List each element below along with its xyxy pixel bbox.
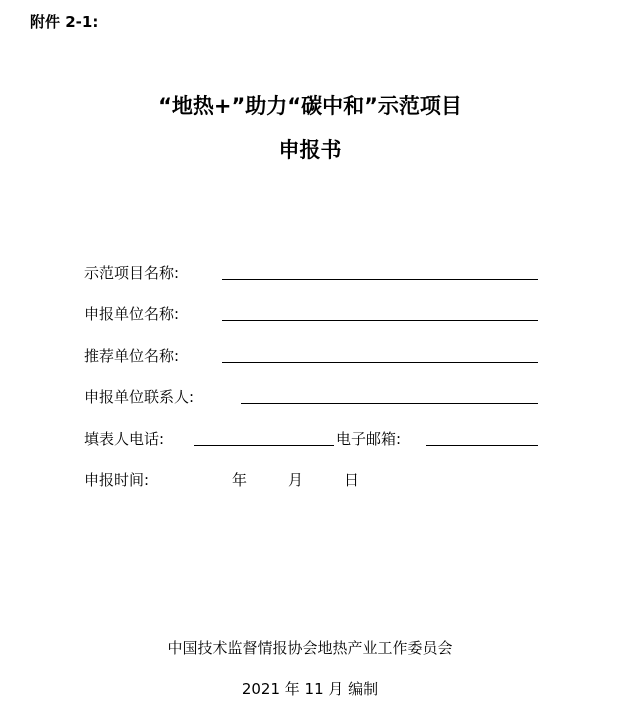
applicant-unit-label: 申报单位名称: — [84, 305, 180, 323]
contact-field[interactable] — [241, 403, 538, 404]
month-field[interactable]: 月 — [288, 471, 304, 489]
document-subtitle: 申报书 — [278, 138, 342, 162]
filler-phone-label: 填表人电话: — [84, 430, 165, 448]
year-field[interactable]: 年 — [232, 471, 248, 489]
recommending-unit-label: 推荐单位名称: — [84, 347, 180, 365]
issuing-organization: 中国技术监督情报协会地热产业工作委员会 — [167, 639, 453, 657]
issue-date: 2021 年 11 月 编制 — [241, 680, 379, 698]
email-label: 电子邮箱: — [336, 430, 402, 448]
document-title: “地热+”助力“碳中和”示范项目 — [158, 94, 462, 118]
contact-label: 申报单位联系人: — [84, 388, 195, 406]
attachment-label: 附件 2-1: — [30, 13, 99, 31]
applicant-unit-field[interactable] — [222, 320, 538, 321]
filler-phone-field[interactable] — [194, 445, 334, 446]
project-name-field[interactable] — [222, 279, 538, 280]
day-field[interactable]: 日 — [344, 471, 360, 489]
recommending-unit-field[interactable] — [222, 362, 538, 363]
email-field[interactable] — [426, 445, 538, 446]
date-label: 申报时间: — [84, 471, 150, 489]
project-name-label: 示范项目名称: — [84, 264, 180, 282]
